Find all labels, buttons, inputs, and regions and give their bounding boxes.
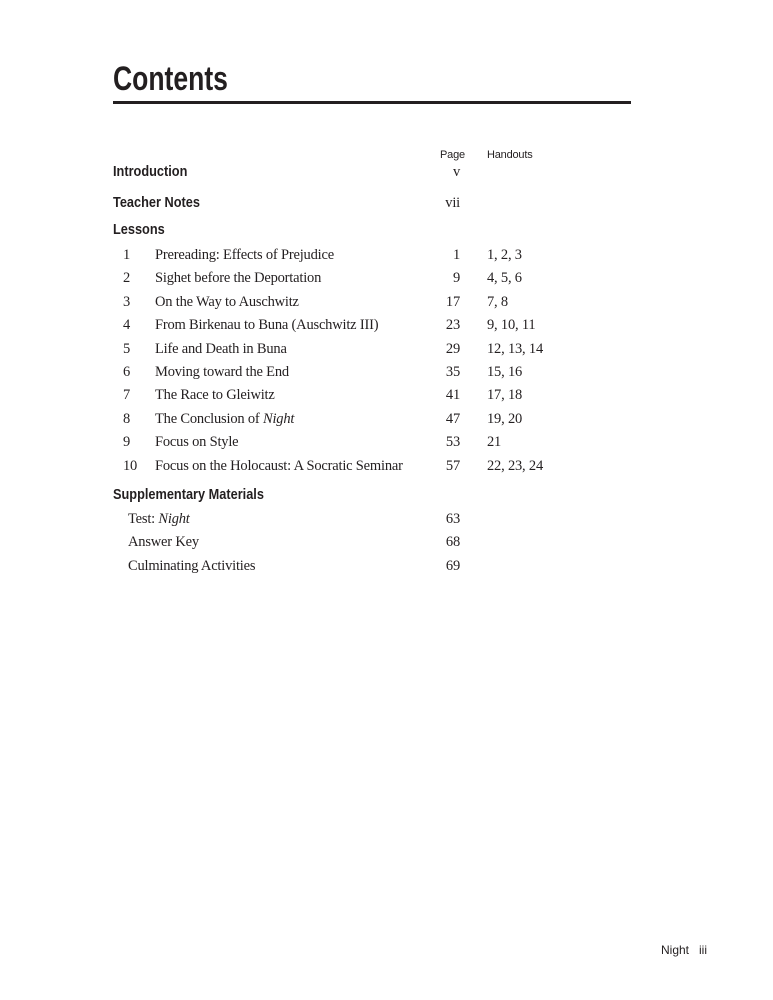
- lessons-heading: Lessons: [113, 221, 165, 238]
- footer-book-title: Night: [660, 943, 689, 957]
- lesson-page-number: 41: [445, 387, 460, 404]
- lesson-handouts: 15, 16: [487, 363, 523, 380]
- lesson-number: 9: [123, 434, 131, 451]
- table-of-contents: [113, 148, 713, 578]
- column-header-spacer: [113, 148, 430, 162]
- supplementary-page-number: 63: [445, 510, 460, 527]
- lesson-page-number: 53: [445, 434, 460, 451]
- supplementary-title-italic: Night: [158, 510, 190, 527]
- lesson-number: 6: [123, 363, 131, 380]
- lesson-row: [113, 338, 713, 361]
- lesson-page-number: 29: [445, 340, 460, 357]
- lesson-handouts: 7, 8: [487, 293, 508, 310]
- lesson-page-number: 57: [445, 457, 460, 474]
- lesson-title: Focus on Style: [155, 434, 239, 451]
- lesson-number: 2: [123, 270, 131, 287]
- footer-page-number: iii: [699, 943, 707, 957]
- lesson-page-number: 1: [452, 247, 460, 263]
- lesson-title-italic: Night: [262, 410, 295, 427]
- lesson-handouts: 21: [487, 434, 502, 451]
- lesson-handouts: 19, 20: [487, 410, 523, 427]
- lesson-row: [113, 267, 713, 290]
- column-header-handouts: Handouts: [487, 149, 533, 161]
- lesson-title: From Birkenau to Buna (Auschwitz III): [155, 317, 379, 334]
- toc-row-introduction: [113, 164, 713, 181]
- page-content: [113, 0, 713, 578]
- lesson-row: [113, 244, 713, 267]
- lesson-row: [113, 431, 713, 454]
- lesson-page-number: 47: [445, 410, 460, 427]
- page-footer: [661, 944, 707, 956]
- supplementary-page-number: 68: [445, 534, 460, 551]
- lesson-title: Sighet before the Deportation: [155, 270, 322, 287]
- column-header-page: Page: [440, 149, 465, 161]
- lesson-handouts: 22, 23, 24: [487, 457, 544, 474]
- toc-row-lessons-heading: [113, 222, 713, 238]
- toc-row-teacher-notes: [113, 195, 713, 212]
- lesson-row: [113, 314, 713, 337]
- column-headers: [113, 148, 713, 162]
- supplementary-heading: Supplementary Materials: [113, 485, 264, 503]
- lesson-title: Focus on the Holocaust: A Socratic Seminar: [155, 457, 403, 474]
- lesson-title: Life and Death in Buna: [155, 340, 287, 357]
- lesson-page-number: 17: [445, 293, 460, 310]
- lesson-page-number: 23: [445, 317, 460, 334]
- lesson-number: 8: [123, 410, 131, 427]
- supplementary-title: Answer Key: [128, 534, 199, 551]
- lesson-row: [113, 361, 713, 384]
- supplementary-title: Test: Night: [128, 510, 190, 527]
- lesson-number: 1: [123, 247, 131, 263]
- supplementary-row: [113, 508, 713, 532]
- lesson-title: The Conclusion of Night: [155, 410, 295, 427]
- lesson-number: 7: [123, 387, 131, 404]
- lesson-row: [113, 291, 713, 314]
- lesson-handouts: 4, 5, 6: [487, 270, 522, 287]
- introduction-page-number: v: [452, 164, 460, 180]
- lesson-number: 3: [123, 293, 131, 310]
- teacher-notes-page-number: vii: [445, 195, 460, 211]
- toc-row-supplementary-heading: [113, 487, 713, 503]
- lesson-handouts: 17, 18: [487, 387, 523, 404]
- lesson-row: [113, 455, 713, 478]
- lesson-title: The Race to Gleiwitz: [155, 387, 275, 404]
- lesson-page-number: 35: [445, 363, 460, 380]
- lesson-handouts: 1, 2, 3: [487, 247, 522, 263]
- lesson-title: Moving toward the End: [155, 363, 289, 380]
- page-title: Contents: [113, 60, 228, 98]
- lesson-title: Prereading: Effects of Prejudice: [155, 247, 334, 263]
- lesson-handouts: 12, 13, 14: [487, 340, 544, 357]
- title-rule: [113, 101, 631, 104]
- introduction-label: Introduction: [113, 163, 188, 180]
- lesson-number: 10: [123, 457, 138, 474]
- supplementary-row: [113, 531, 713, 555]
- supplementary-list: [113, 508, 713, 579]
- lesson-number: 5: [123, 340, 131, 357]
- lesson-row: [113, 384, 713, 407]
- lesson-number: 4: [123, 317, 131, 334]
- lesson-row: [113, 408, 713, 431]
- lesson-page-number: 9: [452, 270, 460, 287]
- lesson-list: [113, 244, 713, 478]
- supplementary-title: Culminating Activities: [128, 557, 256, 574]
- lesson-title: On the Way to Auschwitz: [155, 293, 299, 310]
- supplementary-page-number: 69: [445, 557, 460, 574]
- teacher-notes-label: Teacher Notes: [113, 194, 200, 211]
- lesson-handouts: 9, 10, 11: [487, 317, 536, 334]
- supplementary-row: [113, 555, 713, 579]
